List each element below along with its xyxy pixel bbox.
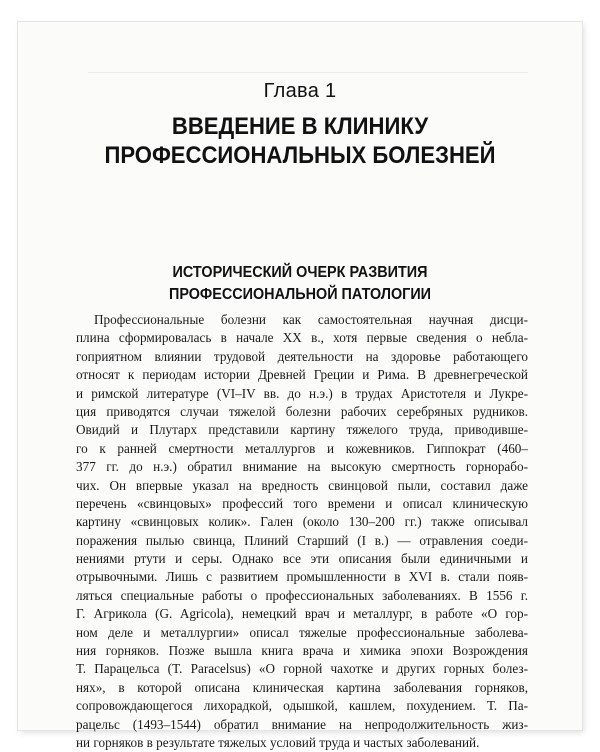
text-line: Т. Парацельса (T. Paracelsus) «О горной чахотке и других горных болез- [76, 661, 528, 677]
text-line: рацельс (1493–1544) обратил внимание на непродолжительность жиз- [76, 716, 528, 732]
text-line: и римской литературе (VI–IV вв. до н.э.) в трудах Аристотеля и Лукре- [76, 385, 528, 401]
text-line: ном деле и металлургии» описал тяжелые профессиональные заболева- [76, 624, 528, 640]
text-line: относят к периодам истории Древней Греции и Рима. В древнегреческой [76, 367, 528, 383]
text-line: Овидий и Плутарх представили картину тяжелого труда, приводивше- [76, 422, 528, 438]
text-line: Г. Агрикола (G. Agricola), немецкий врач и металлург, в работе «О гор- [76, 606, 528, 622]
text-line: ни горняков в результате тяжелых условий труда и частых заболеваний. [76, 734, 480, 750]
text-line: Профессиональные болезни как самостоятельная научная дисци- [94, 312, 528, 327]
text-line: гоприятном влиянии трудовой деятельности на здоровье работающего [76, 348, 528, 364]
chapter-label: Глава 1 [263, 80, 337, 102]
text-line: поражения пылью свинца, Плиний Старший (I в.) — отравления соеди- [76, 532, 528, 548]
text-line: перечень «свинцовых» профессий того времени и описал клиническую [76, 495, 528, 511]
text-line: ляться специальные работы о профессиональных заболеваниях. В 1556 г. [76, 587, 528, 603]
text-line: ния горняков. Позже вышла книга врача и химика эпохи Возрождения [76, 643, 528, 659]
text-line: нениями ртути и серы. Однако все эти описания были единичными и [76, 551, 528, 567]
text-line: сопровождающегося лихорадкой, одышкой, кашлем, похудением. Т. Па- [76, 698, 528, 714]
section-title [30, 262, 570, 306]
text-line: отрывочными. Лишь с развитием промышленности в XVI в. стали появ- [76, 569, 528, 585]
text-line: ция приводятся случаи тяжелой болезни рабочих серебряных рудников. [76, 403, 528, 419]
body-paragraph [76, 311, 528, 752]
chapter-title-line: ВВЕДЕНИЕ В КЛИНИКУ [171, 113, 429, 140]
text-line: нях», в которой описана клиническая картина заболевания горняков, [76, 679, 528, 695]
chapter-title [24, 112, 576, 170]
text-line: чих. Он впервые указал на вредность свинцовой пыли, составил даже [76, 477, 528, 493]
text-line: плина сформировалась в начале XX в., хотя первые сведения о небла- [76, 330, 528, 346]
text-line: картину «свинцовых колик». Гален (около 130–200 гг.) также описывал [76, 514, 528, 530]
chapter-title-line: ПРОФЕССИОНАЛЬНЫХ БОЛЕЗНЕЙ [104, 142, 496, 169]
text-line: го к ранней смертности металлургов и кожевников. Гиппократ (460– [76, 440, 528, 456]
text-line: 377 гг. до н.э.) обратил внимание на высокую смертность горнорабо- [76, 459, 528, 475]
section-title-line: ПРОФЕССИОНАЛЬНОЙ ПАТОЛОГИИ [168, 286, 432, 303]
section-title-line: ИСТОРИЧЕСКИЙ ОЧЕРК РАЗВИТИЯ [172, 264, 428, 281]
bleed-through-header-rule [88, 62, 528, 73]
